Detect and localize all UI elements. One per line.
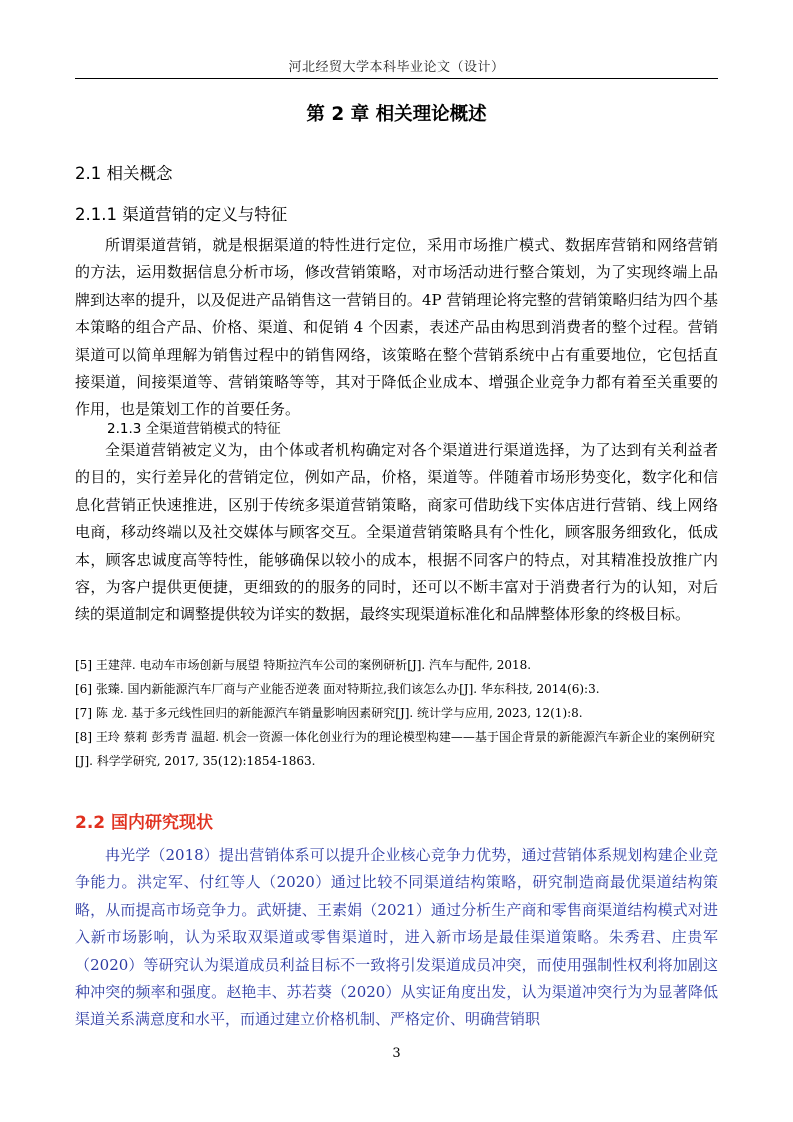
section-heading-2-1: 2.1 相关概念 (75, 164, 173, 183)
header-divider (75, 78, 718, 79)
section-heading-2-1-1: 2.1.1 渠道营销的定义与特征 (75, 205, 288, 224)
paragraph-omnichannel: 全渠道营销被定义为，由个体或者机构确定对各个渠道进行渠道选择，为了达到有关利益者的目的，实行差异化的营销定位，例如产品，价格，渠道等。伴随着市场形势变化，数字化和信息化营销正快速推进，区别于传统多渠道营销策略，商家可借助线下实体店进行营销、线上网络电商，移动终端以及社交媒体与顾客交互。全渠道营销策略具有个性化，顾客服务细致化，低成本，顾客忠诚度高等特性，能够确保以较小的成本，根据不同客户的特点，对其精准投放推广内容，为客户提供更便捷，更细致的的服务的同时，还可以不断丰富对于消费者行为的认知，对后续的渠道制定和调整提供较为详实的数据，最终实现渠道标准化和品牌整体形象的终极目标。 (75, 441, 718, 624)
section-heading-2-2: 2.2 国内研究现状 (75, 813, 214, 833)
page-number: 3 (392, 1046, 401, 1061)
reference-item: [8] 王玲 蔡莉 彭秀青 温超. 机会一资源一体化创业行为的理论模型构建——基于国企背景的新能源汽车新企业的案例研究[J]. 科学学研究, 2017, 35(12):1854-1863. (75, 730, 715, 768)
reference-item: [5] 王建萍. 电动车市场创新与展望 特斯拉汽车公司的案例研析[J]. 汽车与配件, 2018. (75, 658, 532, 672)
page-header: 河北经贸大学本科毕业论文（设计） (288, 60, 505, 75)
paragraph-channel-marketing: 所谓渠道营销，就是根据渠道的特性进行定位，采用市场推广模式、数据库营销和网络营销的方法，运用数据信息分析市场，修改营销策略，对市场活动进行整合策划，为了实现终端上品牌到达率的提升，以及促进产品销售这一营销目的。4P 营销理论将完整的营销策略归结为四个基本策略的组合产品、价格、渠道、和促销 4 个因素，表述产品由构思到消费者的整个过程。营销渠道可以简单理解为销售过程中的销售网络，该策略在整个营销系统中占有重要地位，它包括直接渠道，间接渠道等、营销策略等等，其对于降低企业成本、增强企业竞争力都有着至关重要的作用，也是策划工作的首要任务。 (75, 236, 718, 419)
reference-list (75, 653, 718, 773)
paragraph-domestic-research: 冉光学（2018）提出营销体系可以提升企业核心竞争力优势，通过营销体系规划构建企业竞争能力。洪定军、付红等人（2020）通过比较不同渠道结构策略，研究制造商最优渠道结构策略，从而提高市场竞争力。武妍捷、王素娟（2021）通过分析生产商和零售商渠道结构模式对进入新市场影响，认为采取双渠道或零售渠道时，进入新市场是最佳渠道策略。朱秀君、庄贵军（2020）等研究认为渠道成员利益目标不一致将引发渠道成员冲突，而使用强制性权利将加剧这种冲突的频率和强度。赵艳丰、苏若葵（2020）从实证角度出发，认为渠道冲突行为为显著降低渠道关系满意度和水平，而通过建立价格机制、严格定价、明确营销职 (75, 846, 718, 1029)
reference-item: [6] 张臻. 国内新能源汽车厂商与产业能否逆袭 面对特斯拉,我们该怎么办[J]. 华东科技, 2014(6):3. (75, 682, 600, 696)
chapter-title: 第 2 章 相关理论概述 (306, 104, 487, 125)
section-heading-2-1-3: 2.1.3 全渠道营销模式的特征 (107, 421, 281, 437)
reference-item: [7] 陈 龙. 基于多元线性回归的新能源汽车销量影响因素研究[J]. 统计学与应用, 2023, 12(1):8. (75, 706, 583, 720)
